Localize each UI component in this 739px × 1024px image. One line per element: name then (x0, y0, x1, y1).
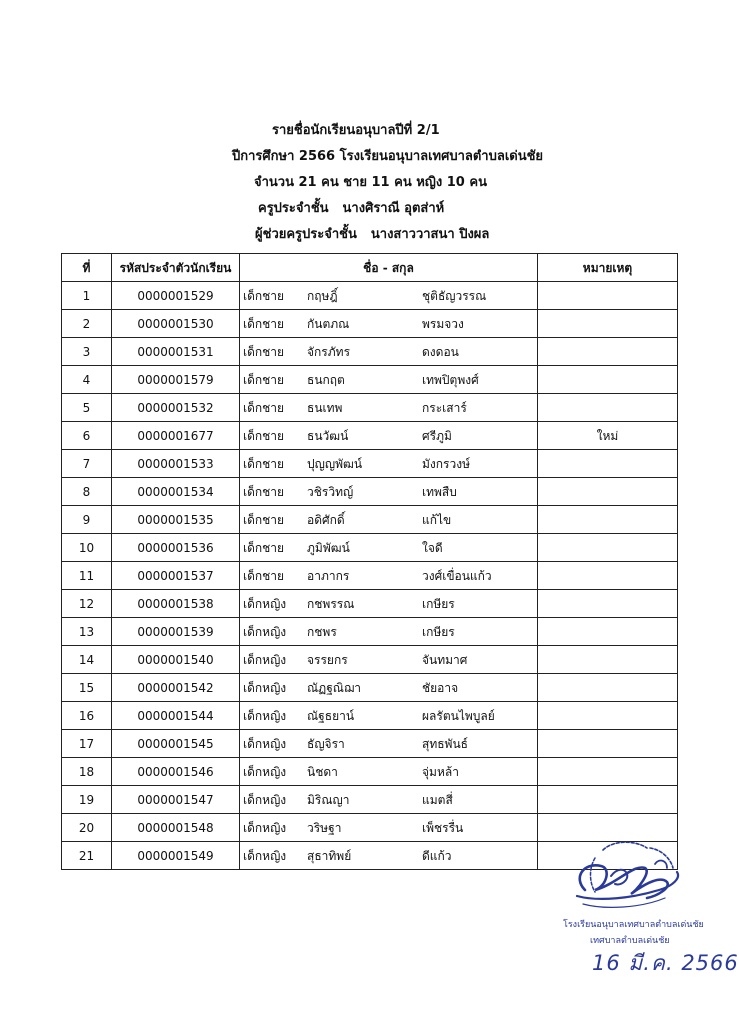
first-name: ธนกฤต (307, 372, 345, 387)
name-prefix: เด็กหญิง (243, 848, 287, 863)
last-name: จุ่มหล้า (422, 764, 459, 779)
table-body (62, 282, 678, 870)
row-number: 8 (62, 478, 112, 506)
first-name: วชิรวิทญ์ (307, 484, 354, 499)
student-name (240, 338, 538, 366)
header-note: หมายเหตุ (538, 254, 678, 282)
student-count-line: จำนวน 21 คน ชาย 11 คน หญิง 10 คน (254, 175, 487, 190)
last-name: เทพปิตุพงศ์ (422, 372, 479, 387)
student-id: 0000001579 (112, 366, 240, 394)
name-prefix: เด็กหญิง (243, 596, 287, 611)
row-number: 20 (62, 814, 112, 842)
student-name (240, 814, 538, 842)
student-id: 0000001542 (112, 674, 240, 702)
last-name: ชัยอาจ (422, 680, 459, 695)
header-no: ที่ (62, 254, 112, 282)
student-name (240, 394, 538, 422)
student-name (240, 702, 538, 730)
table-row (62, 674, 678, 702)
name-prefix: เด็กหญิง (243, 792, 287, 807)
student-id: 0000001535 (112, 506, 240, 534)
note (538, 562, 678, 590)
name-prefix: เด็กหญิง (243, 652, 287, 667)
student-name (240, 450, 538, 478)
last-name: ผลรัตนไพบูลย์ (422, 708, 495, 723)
last-name: เพ็ชรรื่น (422, 820, 464, 835)
row-number: 12 (62, 590, 112, 618)
last-name: สุทธพันธ์ (422, 736, 468, 751)
last-name: วงศ์เขื่อนแก้ว (422, 568, 492, 583)
last-name: เทพสืบ (422, 484, 457, 499)
first-name: กันตภณ (307, 316, 350, 331)
note (538, 590, 678, 618)
note (538, 338, 678, 366)
row-number: 17 (62, 730, 112, 758)
note (538, 282, 678, 310)
row-number: 21 (62, 842, 112, 870)
student-id: 0000001538 (112, 590, 240, 618)
assistant-name: นางสาววาสนา ปิงผล (370, 227, 490, 242)
table-row (62, 786, 678, 814)
name-prefix: เด็กชาย (243, 316, 285, 331)
document-title: รายชื่อนักเรียนอนุบาลปีที่ 2/1 (272, 123, 440, 138)
note (538, 394, 678, 422)
note (538, 646, 678, 674)
header-name: ชื่อ - สกุล (240, 254, 538, 282)
student-id: 0000001547 (112, 786, 240, 814)
last-name: เกษียร (422, 624, 455, 639)
student-name (240, 730, 538, 758)
table-row (62, 338, 678, 366)
name-prefix: เด็กชาย (243, 428, 285, 443)
last-name: เกษียร (422, 596, 455, 611)
student-name (240, 506, 538, 534)
student-id: 0000001540 (112, 646, 240, 674)
first-name: จรรยกร (307, 652, 348, 667)
student-id: 0000001534 (112, 478, 240, 506)
last-name: มังกรวงษ์ (422, 456, 470, 471)
name-prefix: เด็กหญิง (243, 764, 287, 779)
teacher-line (258, 201, 444, 217)
first-name: กชพร (307, 624, 337, 639)
student-id: 0000001533 (112, 450, 240, 478)
note (538, 758, 678, 786)
student-name (240, 590, 538, 618)
student-id: 0000001530 (112, 310, 240, 338)
table-row (62, 590, 678, 618)
row-number: 3 (62, 338, 112, 366)
table-row (62, 562, 678, 590)
student-id: 0000001531 (112, 338, 240, 366)
student-id: 0000001536 (112, 534, 240, 562)
assistant-line (255, 227, 489, 243)
first-name: ธนวัฒน์ (307, 428, 349, 443)
table-row (62, 646, 678, 674)
last-name: พรมจวง (422, 316, 464, 331)
first-name: มิริณญา (307, 792, 350, 807)
row-number: 19 (62, 786, 112, 814)
student-name (240, 478, 538, 506)
student-id: 0000001532 (112, 394, 240, 422)
last-name: แก้ไข (422, 512, 452, 527)
student-id: 0000001544 (112, 702, 240, 730)
student-id: 0000001537 (112, 562, 240, 590)
last-name: ดงดอน (422, 344, 459, 359)
last-name: กระเสาร์ (422, 400, 467, 415)
first-name: ธนเทพ (307, 400, 343, 415)
student-name (240, 310, 538, 338)
table-row (62, 730, 678, 758)
student-roster-table (61, 253, 678, 870)
name-prefix: เด็กชาย (243, 540, 285, 555)
table-row (62, 450, 678, 478)
note (538, 506, 678, 534)
table-row (62, 758, 678, 786)
first-name: ณัฏฐณิฌา (307, 680, 361, 695)
last-name: จันทมาศ (422, 652, 468, 667)
student-name (240, 366, 538, 394)
first-name: ธัญจิรา (307, 736, 345, 751)
stamp-school-name: โรงเรียนอนุบาลเทศบาลตำบลเด่นชัย (563, 920, 704, 930)
note (538, 786, 678, 814)
name-prefix: เด็กหญิง (243, 680, 287, 695)
assistant-label: ผู้ช่วยครูประจำชั้น (255, 227, 357, 242)
row-number: 10 (62, 534, 112, 562)
note (538, 534, 678, 562)
student-id: 0000001549 (112, 842, 240, 870)
row-number: 9 (62, 506, 112, 534)
stamp-municipality: เทศบาลตำบลเด่นชัย (590, 936, 670, 946)
table-row (62, 366, 678, 394)
name-prefix: เด็กชาย (243, 288, 285, 303)
table-row (62, 394, 678, 422)
row-number: 1 (62, 282, 112, 310)
first-name: นิชดา (307, 764, 338, 779)
note (538, 730, 678, 758)
stamp-date: 16 มี.ค. 2566 (592, 951, 739, 975)
first-name: อดิศักดิ์ (307, 512, 345, 527)
name-prefix: เด็กหญิง (243, 624, 287, 639)
row-number: 7 (62, 450, 112, 478)
student-id: 0000001548 (112, 814, 240, 842)
table-row (62, 506, 678, 534)
teacher-name: นางศิราณี อุตส่าห์ (342, 201, 445, 216)
last-name: ดีแก้ว (422, 848, 452, 863)
name-prefix: เด็กหญิง (243, 736, 287, 751)
note (538, 702, 678, 730)
table-row (62, 282, 678, 310)
table-row (62, 478, 678, 506)
row-number: 6 (62, 422, 112, 450)
note (538, 450, 678, 478)
name-prefix: เด็กชาย (243, 372, 285, 387)
student-name (240, 786, 538, 814)
name-prefix: เด็กชาย (243, 568, 285, 583)
row-number: 5 (62, 394, 112, 422)
student-id: 0000001545 (112, 730, 240, 758)
student-name (240, 534, 538, 562)
note (538, 478, 678, 506)
note (538, 674, 678, 702)
note: ใหม่ (538, 422, 678, 450)
row-number: 11 (62, 562, 112, 590)
table-row (62, 702, 678, 730)
note (538, 310, 678, 338)
row-number: 16 (62, 702, 112, 730)
first-name: จักรภัทร (307, 344, 351, 359)
table-row (62, 618, 678, 646)
first-name: อาภากร (307, 568, 350, 583)
student-name (240, 646, 538, 674)
student-name (240, 758, 538, 786)
table-row (62, 310, 678, 338)
table-row (62, 534, 678, 562)
student-name (240, 422, 538, 450)
student-id: 0000001677 (112, 422, 240, 450)
first-name: ภูมิพัฒน์ (307, 540, 350, 555)
last-name: ชุติธัญวรรณ (422, 288, 487, 303)
name-prefix: เด็กหญิง (243, 820, 287, 835)
first-name: ณัฐธยาน์ (307, 708, 355, 723)
name-prefix: เด็กชาย (243, 400, 285, 415)
last-name: ใจดี (422, 540, 443, 555)
row-number: 15 (62, 674, 112, 702)
student-id: 0000001539 (112, 618, 240, 646)
name-prefix: เด็กชาย (243, 344, 285, 359)
first-name: กชพรรณ (307, 596, 355, 611)
note (538, 618, 678, 646)
teacher-label: ครูประจำชั้น (258, 201, 329, 216)
first-name: สุธาทิพย์ (307, 848, 352, 863)
row-number: 14 (62, 646, 112, 674)
school-year-line: ปีการศึกษา 2566 โรงเรียนอนุบาลเทศบาลตำบลเด่นชัย (232, 149, 544, 164)
student-name (240, 842, 538, 870)
first-name: ปุญญพัฒน์ (307, 456, 363, 471)
last-name: ศรีภูมิ (422, 428, 452, 443)
student-id: 0000001546 (112, 758, 240, 786)
header-student-id: รหัสประจำตัวนักเรียน (112, 254, 240, 282)
row-number: 2 (62, 310, 112, 338)
last-name: แมตสี่ (422, 792, 453, 807)
row-number: 4 (62, 366, 112, 394)
row-number: 18 (62, 758, 112, 786)
row-number: 13 (62, 618, 112, 646)
student-name (240, 562, 538, 590)
name-prefix: เด็กชาย (243, 456, 285, 471)
note (538, 366, 678, 394)
student-name (240, 282, 538, 310)
table-row (62, 422, 678, 450)
student-name (240, 674, 538, 702)
first-name: วริษฐา (307, 820, 342, 835)
name-prefix: เด็กชาย (243, 484, 285, 499)
student-id: 0000001529 (112, 282, 240, 310)
name-prefix: เด็กชาย (243, 512, 285, 527)
name-prefix: เด็กหญิง (243, 708, 287, 723)
student-name (240, 618, 538, 646)
table-header-row (62, 254, 678, 282)
first-name: กฤษฎิ์ (307, 288, 338, 303)
